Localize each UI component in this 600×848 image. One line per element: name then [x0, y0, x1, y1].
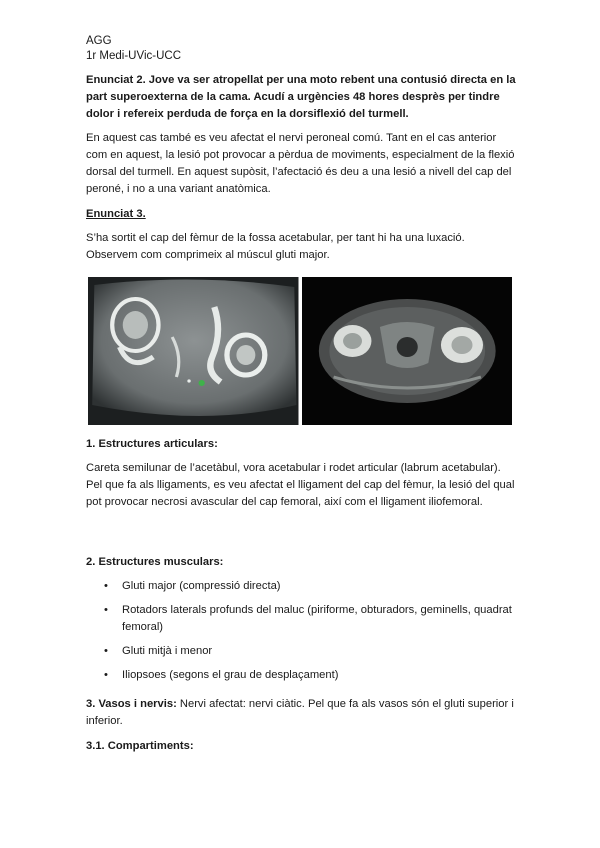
- list-item: • Gluti mitjà i menor: [86, 643, 518, 660]
- enunciat3-title: Enunciat 3.: [86, 208, 146, 220]
- list-item: • Iliopsoes (segons el grau de desplaçament): [86, 667, 518, 684]
- section3-title: 3. Vasos i nervis:: [86, 698, 177, 710]
- section1-para2: Pel que fa als lligaments, es veu afectat el lligament del cap del fèmur, la lesió del qual pot provocar necrosi avascular del cap femoral, així com el lligament iliofemoral.: [86, 479, 515, 508]
- enunciat3-body: S’ha sortit el cap del fèmur de la fossa acetabular, per tant hi ha una luxació. Observem com comprimeix al múscul gluti major.: [86, 232, 465, 261]
- list-item: • Rotadors laterals profunds del maluc (piriforme, obturadors, geminells, quadrat femoral): [86, 602, 518, 636]
- section2-title: 2. Estructures musculars:: [86, 556, 224, 568]
- muscle-list: [86, 578, 518, 684]
- section3-body: Nervi afectat: nervi ciàtic. Pel que fa als vasos són el gluti superior i inferior.: [86, 698, 514, 727]
- document-page: [86, 34, 518, 752]
- list-item: • Gluti major (compressió directa): [86, 578, 518, 595]
- header-course: 1r Medi-UVic-UCC: [86, 50, 181, 62]
- enunciat2-title: Enunciat 2. Jove va ser atropellat per una moto rebent una contusió directa en la part superoexterna de la cama. Acudí a urgències 48 hores desprès per tindre dolor i refereix perduda de força en la dorsiflexió del turmell.: [86, 74, 516, 120]
- header-author: AGG: [86, 35, 112, 47]
- enunciat2-body: En aquest cas també es veu afectat el nervi peroneal comú. Tant en el cas anterior com en aquest, la lesió pot provocar a pèrdua de moviments, especialment de la flexió dorsal del turmell. En aquest supòsit, l’afectació és deu a una lesió a nivell del cap del peroné, i no a una variant anatòmica.: [86, 132, 515, 195]
- ct-scan-soft-tissue: [302, 277, 513, 425]
- section1-title: 1. Estructures articulars:: [86, 438, 218, 450]
- section31-title: 3.1. Compartiments:: [86, 740, 194, 752]
- section3-paragraph: [86, 696, 518, 730]
- ct-scan-bone-window: [88, 277, 299, 425]
- section1-para1: Careta semilunar de l’acetàbul, vora acetabular i rodet articular (labrum acetabular).: [86, 462, 501, 474]
- ct-images: [88, 277, 512, 425]
